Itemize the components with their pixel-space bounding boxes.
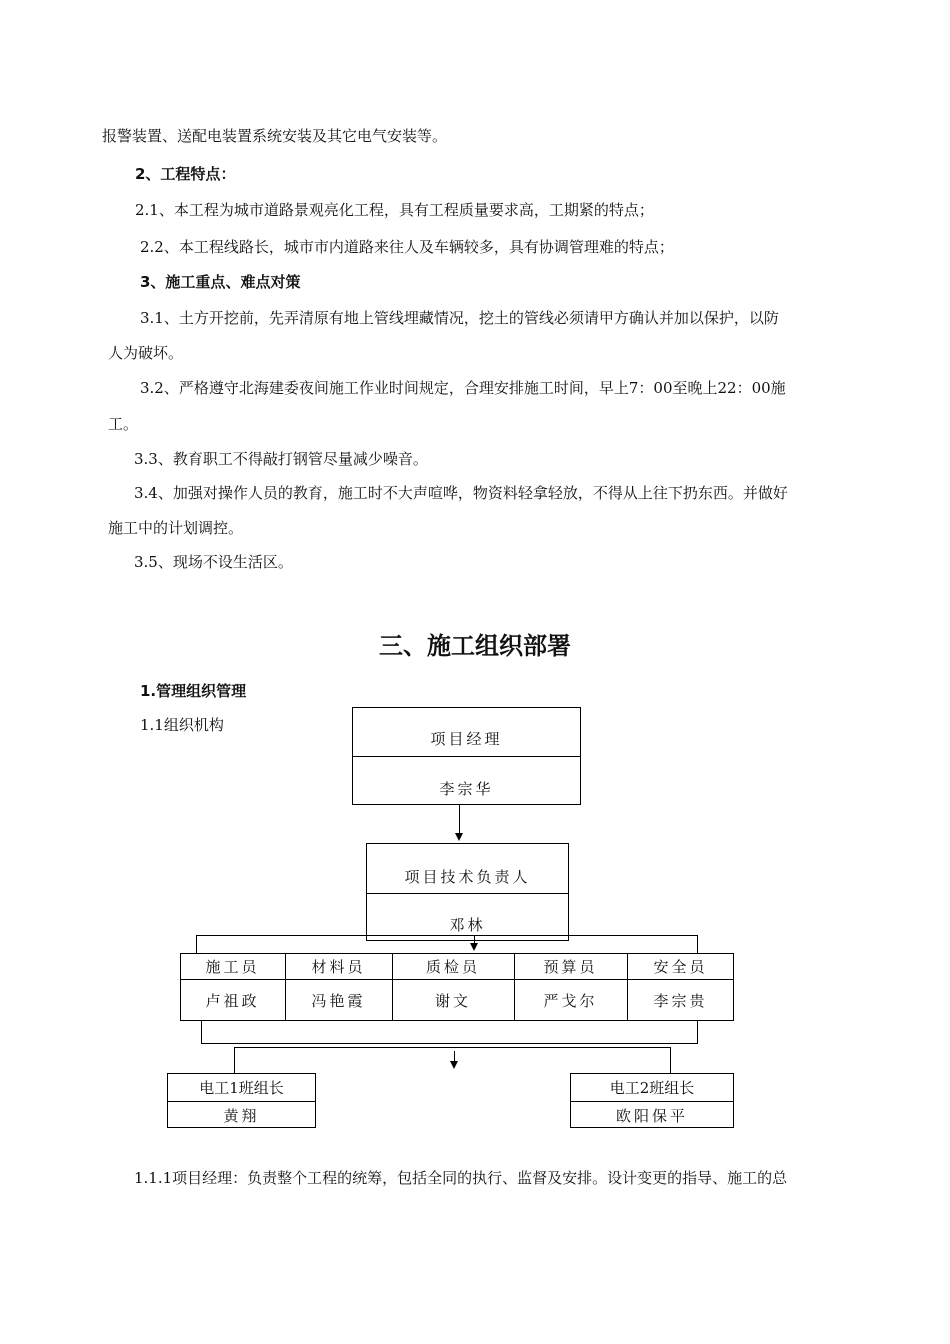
connector [697,935,698,953]
connector [459,805,460,835]
paragraph-line: 2.1、本工程为城市道路景观亮化工程，具有工程质量要求高，工期紧的特点； [135,201,654,219]
staff-name: 李宗贵 [653,992,708,1010]
connector [670,1047,671,1074]
paragraph-line: 3.3、教育职工不得敲打钢管尽量减少噪音。 [134,450,428,468]
section-title: 三、施工组织部署 [379,632,571,660]
staff-name: 冯艳霞 [311,992,366,1010]
manager-role: 项目经理 [430,729,503,748]
staff-name: 卢祖政 [205,992,260,1010]
heading-2: 2、工程特点： [135,165,236,183]
arrow-down-icon [470,943,478,951]
paragraph-line: 3.1、土方开挖前，先弄清原有地上管线埋藏情况，挖土的管线必须请甲方确认并加以保护，以防 [140,309,779,327]
connector [196,935,197,953]
paragraph-line: 人为破坏。 [108,344,184,362]
connector [201,1021,202,1043]
arrow-down-icon [450,1061,458,1069]
team2-name: 欧阳保平 [615,1106,688,1125]
divider [352,756,581,757]
heading-3: 3、施工重点、难点对策 [140,273,301,291]
tech-lead-role: 项目技术负责人 [404,867,531,886]
paragraph-line: 1.1.1项目经理：负责整个工程的统筹，包括全同的执行、监督及安排。设计变更的指导、施工的总 [134,1169,788,1187]
staff-role: 材料员 [311,957,366,976]
staff-role: 安全员 [653,957,708,976]
paragraph-line: 施工中的计划调控。 [108,519,244,537]
connector [196,935,698,936]
staff-role: 预算员 [543,957,598,976]
connector [201,1043,698,1044]
tech-lead-name: 邓林 [449,915,486,934]
connector [234,1047,671,1048]
staff-role: 质检员 [425,957,480,976]
staff-role: 施工员 [205,957,260,976]
paragraph-line: 3.2、严格遵守北海建委夜间施工作业时间规定，合理安排施工时间，早上7：00至晚上22：00施 [140,379,786,397]
subheading: 1.管理组织管理 [140,682,247,700]
connector [697,1021,698,1043]
manager-name: 李宗华 [439,779,494,798]
staff-name: 严戈尔 [543,992,598,1010]
paragraph-line: 2.2、本工程线路长，城市市内道路来往人及车辆较多，具有协调管理难的特点； [140,238,674,256]
arrow-down-icon [455,833,463,841]
paragraph-line: 3.5、现场不设生活区。 [134,553,293,571]
paragraph-line: 工。 [108,415,139,433]
team1-role: 电工1班组长 [199,1078,284,1097]
team2-role: 电工2班组长 [609,1078,695,1097]
paragraph-line: 3.4、加强对操作人员的教育，施工时不大声喧哗，物资料轻拿轻放，不得从上往下扔东西。并做好 [134,484,788,502]
connector [454,1051,455,1061]
team1-name: 黄翔 [223,1106,260,1125]
staff-name: 谢文 [434,992,471,1010]
connector [234,1047,235,1074]
subheading-org: 1.1组织机构 [140,716,224,734]
paragraph-line: 报警装置、送配电装置系统安装及其它电气安装等。 [102,127,448,145]
